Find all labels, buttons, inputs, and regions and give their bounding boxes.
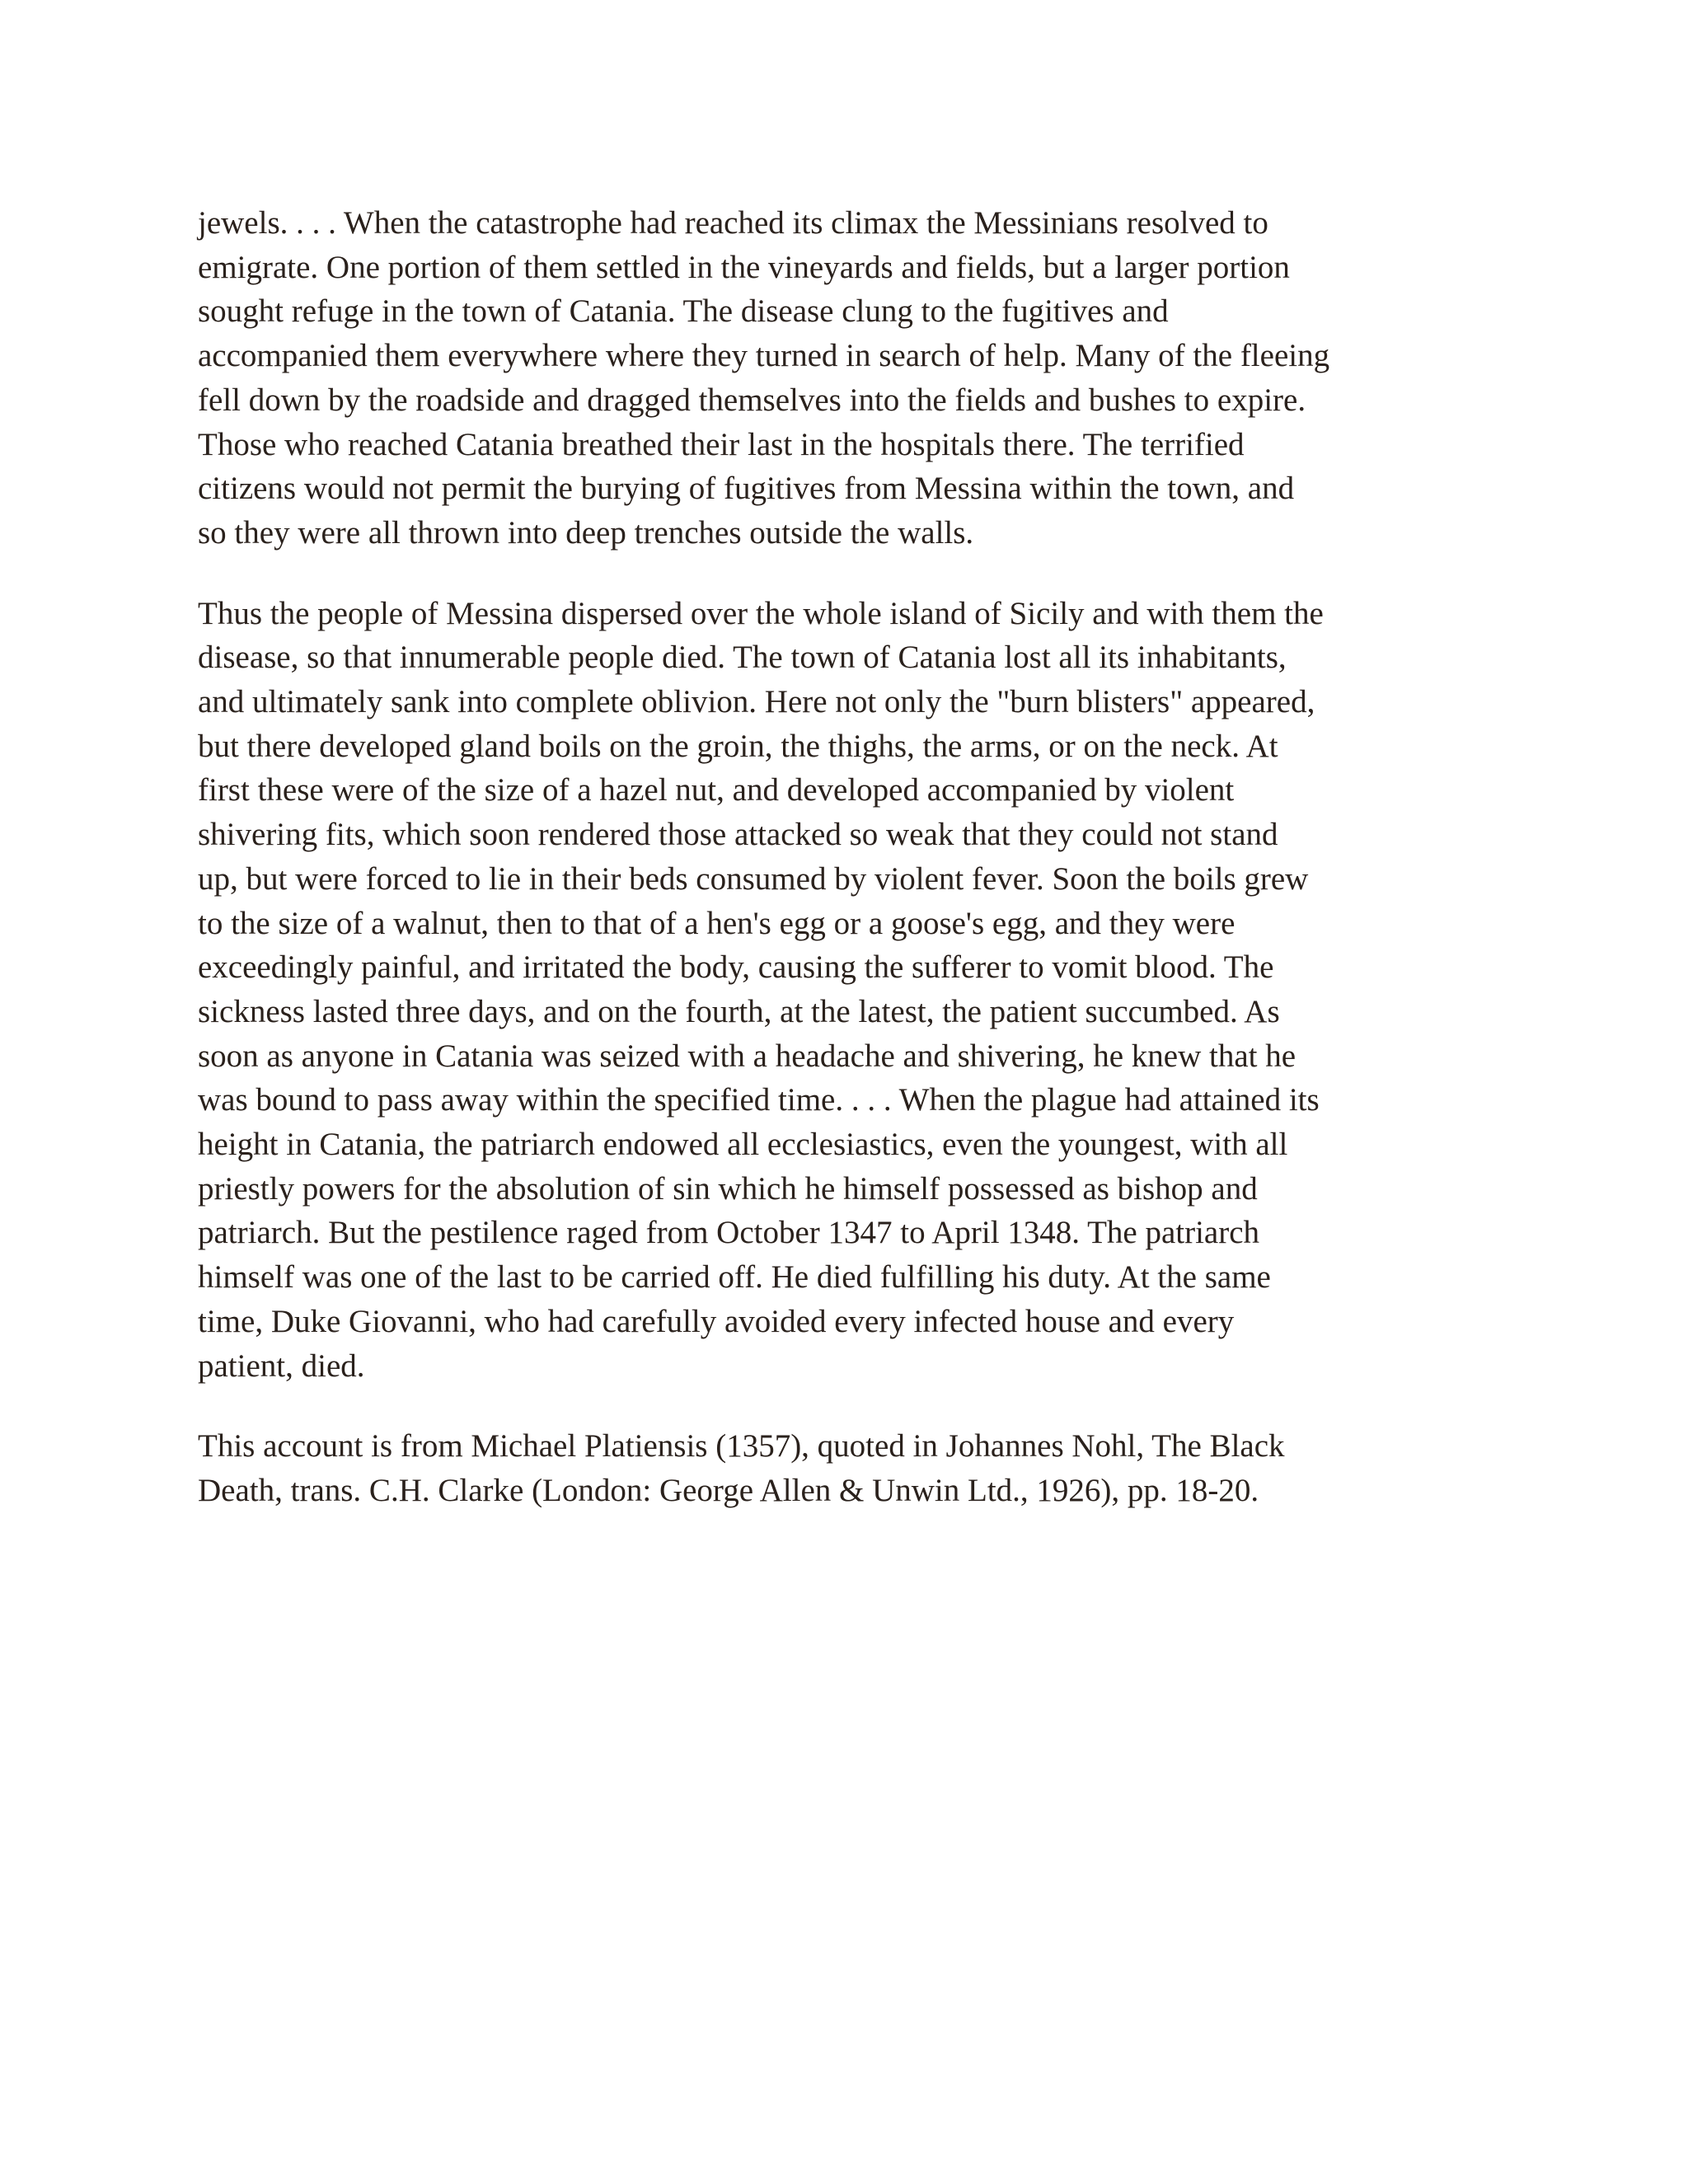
text-line: disease, so that innumerable people died. The town of Catania lost all its inhabitants, — [198, 640, 1287, 676]
text-line: height in Catania, the patriarch endowed all ecclesiastics, even the youngest, with all — [198, 1127, 1288, 1163]
text-line: was bound to pass away within the specified time. . . . When the plague had attained its — [198, 1082, 1320, 1118]
text-line: so they were all thrown into deep trenches outside the walls. — [198, 514, 974, 551]
paragraph-catastrophe — [198, 201, 1500, 555]
text-line: to the size of a walnut, then to that of a hen's egg or a goose's egg, and they were — [198, 905, 1236, 941]
paragraph-dispersal — [198, 592, 1500, 1389]
text-line: but there developed gland boils on the groin, the thighs, the arms, or on the neck. At — [198, 728, 1278, 764]
text-line: up, but were forced to lie in their beds consumed by violent fever. Soon the boils grew — [198, 860, 1309, 897]
text-line: accompanied them everywhere where they turned in search of help. Many of the fleeing — [198, 338, 1330, 374]
text-line: fell down by the roadside and dragged themselves into the fields and bushes to expire. — [198, 382, 1306, 418]
text-line: shivering fits, which soon rendered those attacked so weak that they could not stand — [198, 817, 1278, 853]
text-line: patient, died. — [198, 1347, 365, 1384]
text-line: Thus the people of Messina dispersed over the whole island of Sicily and with them the — [198, 595, 1324, 631]
text-line: sought refuge in the town of Catania. The disease clung to the fugitives and — [198, 293, 1169, 330]
text-line: Those who reached Catania breathed their last in the hospitals there. The terrified — [198, 426, 1245, 462]
text-line: first these were of the size of a hazel nut, and developed accompanied by violent — [198, 772, 1235, 808]
text-line: patriarch. But the pestilence raged from October 1347 to April 1348. The patriarch — [198, 1215, 1260, 1251]
text-line: priestly powers for the absolution of sin which he himself possessed as bishop and — [198, 1170, 1258, 1207]
body-text — [198, 201, 1500, 1549]
text-line: emigrate. One portion of them settled in the vineyards and fields, but a larger portion — [198, 249, 1290, 285]
text-line: citizens would not permit the burying of fugitives from Messina within the town, and — [198, 471, 1295, 507]
text-line: exceedingly painful, and irritated the body, causing the sufferer to vomit blood. The — [198, 949, 1274, 986]
text-line: sickness lasted three days, and on the fourth, at the latest, the patient succumbed. As — [198, 993, 1280, 1029]
text-line: jewels. . . . When the catastrophe had reached its climax the Messinians resolved to — [198, 205, 1268, 241]
paragraph-source-citation — [198, 1424, 1500, 1512]
text-line: Death, trans. C.H. Clarke (London: George Allen & Unwin Ltd., 1926), pp. 18-20. — [198, 1472, 1259, 1508]
text-line: himself was one of the last to be carried off. He died fulfilling his duty. At the same — [198, 1259, 1271, 1296]
text-line: This account is from Michael Platiensis (1357), quoted in Johannes Nohl, The Black — [198, 1428, 1285, 1465]
text-line: time, Duke Giovanni, who had carefully avoided every infected house and every — [198, 1303, 1235, 1339]
text-line: soon as anyone in Catania was seized with a headache and shivering, he knew that he — [198, 1038, 1296, 1074]
text-line: and ultimately sank into complete oblivion. Here not only the "burn blisters" appeared, — [198, 684, 1315, 720]
